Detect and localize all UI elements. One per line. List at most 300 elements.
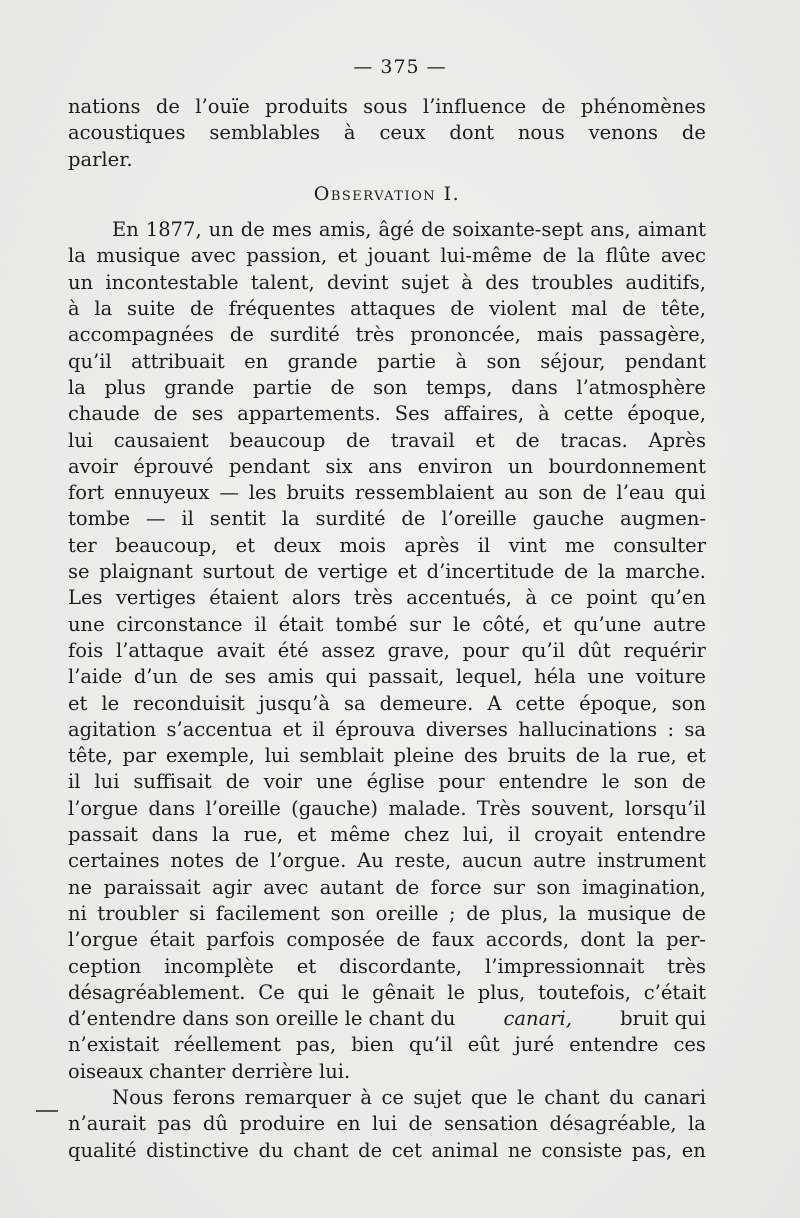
word: un: [208, 218, 234, 242]
word: ces: [673, 1033, 706, 1057]
word: à: [525, 586, 538, 610]
word: que: [470, 1085, 508, 1109]
word: plus,: [500, 901, 549, 925]
word: acoustiques: [68, 121, 186, 145]
word: Au: [357, 849, 384, 873]
word: surtout: [202, 560, 275, 584]
word: fois: [68, 638, 104, 662]
word: semblait: [299, 744, 384, 768]
word: ce: [381, 1085, 404, 1109]
word: l’atmosphère: [576, 375, 706, 399]
word: et: [686, 744, 706, 768]
word: devint: [326, 270, 389, 294]
text-line: [68, 1111, 706, 1137]
word: amis,: [318, 218, 372, 242]
word: cet: [391, 1138, 423, 1162]
word: avec: [263, 875, 309, 899]
word: qu’une: [573, 612, 642, 636]
word: de: [575, 744, 600, 768]
word: une: [587, 665, 625, 689]
text-line: [68, 612, 706, 638]
word: des: [463, 744, 498, 768]
word: pleine: [393, 744, 455, 768]
word: vertige: [317, 560, 388, 584]
word: de: [153, 402, 178, 426]
word: ferons: [172, 1085, 236, 1109]
word: de: [541, 95, 566, 118]
text-line: [68, 506, 706, 532]
word: dans: [511, 375, 558, 399]
word: son: [538, 481, 573, 505]
word: grave,: [387, 638, 450, 662]
word: tombé: [335, 612, 398, 636]
word: Les: [68, 586, 103, 610]
word: grande: [287, 349, 358, 373]
word: semblables: [209, 121, 321, 145]
word: à: [461, 270, 473, 294]
word: troubler: [97, 901, 179, 925]
word: attaques: [350, 297, 436, 321]
word: son: [671, 691, 706, 715]
word: héla: [534, 665, 577, 689]
word: chez: [403, 823, 450, 847]
word: la: [211, 823, 230, 847]
word: assez: [321, 638, 375, 662]
word: reste,: [394, 849, 452, 873]
word: me: [564, 533, 595, 557]
word: en: [681, 1138, 706, 1162]
word: qui: [297, 980, 329, 1004]
word: lui: [68, 428, 94, 452]
word: l’impressionnait: [485, 954, 645, 978]
word: chaude: [68, 402, 140, 426]
word: étaient: [209, 586, 279, 610]
text-line: [68, 980, 706, 1006]
word: deux: [273, 533, 322, 557]
word: le: [601, 770, 620, 794]
text-line: parler.: [68, 147, 133, 171]
word: de: [564, 560, 589, 584]
word: per-: [666, 928, 706, 952]
word: de: [235, 849, 260, 873]
word: ne: [68, 875, 93, 899]
word: de: [681, 901, 706, 925]
word: tête,: [660, 297, 706, 321]
word: Très: [476, 796, 521, 820]
word: il: [181, 507, 194, 531]
text-line: [68, 428, 706, 454]
word: de: [401, 507, 426, 531]
word: pour: [462, 638, 509, 662]
word: force: [430, 875, 482, 899]
word: entendre: [498, 770, 588, 794]
word: le: [341, 980, 360, 1004]
word: faux: [431, 928, 475, 952]
page-body: [68, 94, 706, 1164]
word: bruits: [286, 481, 345, 505]
word: incomplète: [164, 954, 274, 978]
word: fort: [68, 481, 105, 505]
text-line: oiseaux chanter derrière lui.: [68, 1059, 351, 1083]
text-line: [68, 296, 706, 322]
word: le: [101, 691, 120, 715]
word: époque,: [627, 402, 706, 426]
word: paraissait: [103, 875, 201, 899]
text-line: [68, 401, 706, 427]
word: lui: [372, 1112, 398, 1136]
word: composée: [286, 928, 385, 952]
word: jusqu’à: [258, 691, 331, 715]
word: et: [296, 823, 317, 847]
word: qui: [674, 481, 706, 505]
word: le: [516, 1085, 535, 1109]
word: de: [395, 875, 420, 899]
word: bien: [351, 1033, 395, 1057]
word: agir: [212, 875, 252, 899]
text-line: [68, 585, 706, 611]
word: l’orgue.: [269, 849, 347, 873]
word: augmen-: [620, 507, 706, 531]
word: sur: [493, 875, 525, 899]
word: bruits: [507, 744, 567, 768]
word: Ce: [258, 980, 285, 1004]
text-line: [68, 769, 706, 795]
word: incontestable: [105, 270, 239, 294]
word: dans: [151, 823, 199, 847]
word: sur: [409, 612, 442, 636]
word: mal: [571, 297, 608, 321]
word: talent,: [250, 270, 315, 294]
word: l’ouïe: [195, 95, 250, 118]
word: avait: [216, 638, 265, 662]
word: l’attaque: [115, 638, 204, 662]
word: surdité: [315, 507, 386, 531]
word: ;: [449, 901, 456, 925]
text-line: [68, 1085, 706, 1111]
text-line: [68, 480, 706, 506]
word: et: [296, 954, 317, 978]
word: bourdonnement: [548, 454, 706, 478]
word: il: [254, 612, 267, 636]
word: lequel,: [455, 665, 523, 689]
word: hallucinations: [518, 717, 658, 741]
word: la: [609, 744, 628, 768]
word: un: [68, 270, 94, 294]
word: attribuait: [131, 349, 225, 373]
word: qu’il: [409, 1033, 453, 1057]
text-line: [68, 1138, 706, 1164]
word: tracas.: [560, 428, 628, 452]
word: de: [330, 375, 355, 399]
word: dût: [577, 638, 611, 662]
word: consiste: [541, 1138, 623, 1162]
text-line: [68, 217, 706, 243]
word: avec: [660, 244, 706, 268]
word: gauche: [532, 507, 605, 531]
word: soixante-sept: [452, 218, 584, 242]
word: distinctive: [146, 1138, 249, 1162]
word: pendant: [228, 454, 311, 478]
word: environ: [417, 454, 493, 478]
text-line: [68, 822, 706, 848]
word: flûte: [605, 244, 651, 268]
word: qu’il: [68, 349, 112, 373]
word: ses: [191, 402, 224, 426]
word: sujet: [400, 270, 449, 294]
word: produits: [265, 95, 348, 118]
page-number: — 375 —: [353, 56, 447, 78]
word: —: [146, 507, 166, 531]
word: discordante,: [339, 954, 463, 978]
word: lui: [94, 770, 120, 794]
word: sujet: [413, 1085, 462, 1109]
word: —: [219, 481, 239, 505]
text-line: [68, 717, 706, 743]
word: mes: [271, 218, 312, 242]
word: avec: [190, 244, 236, 268]
text-line: [68, 120, 706, 146]
word: plaignant: [99, 560, 193, 584]
word: sensation: [443, 1112, 539, 1136]
text-line: [68, 796, 706, 822]
word: la: [636, 928, 655, 952]
word: mois: [339, 533, 386, 557]
word: imagination,: [582, 875, 706, 899]
canari-line-after: bruit qui: [620, 1007, 706, 1031]
word: musique: [587, 901, 672, 925]
word: à: [538, 402, 550, 426]
word: sa: [344, 691, 366, 715]
word: et: [337, 244, 358, 268]
word: à: [360, 1085, 373, 1109]
word: ses: [224, 665, 257, 689]
word: son: [633, 770, 668, 794]
word: travail: [390, 428, 455, 452]
word: il: [312, 717, 325, 741]
word: remarquer: [244, 1085, 351, 1109]
word: voir: [263, 770, 303, 794]
word: lui: [264, 744, 290, 768]
word: l’oreille: [441, 507, 517, 531]
word: qualité: [68, 1138, 137, 1162]
word: était: [278, 612, 324, 636]
word: s’accentua: [166, 717, 273, 741]
text-line: [68, 691, 706, 717]
word: eût: [467, 1033, 500, 1057]
word: d’incertitude: [426, 560, 555, 584]
word: qui: [325, 665, 357, 689]
word: des: [485, 270, 520, 294]
word: l’influence: [422, 95, 527, 118]
word: lui,: [462, 823, 495, 847]
word: de: [582, 481, 607, 505]
word: jouant: [367, 244, 430, 268]
word: musique: [96, 244, 181, 268]
word: la: [577, 244, 595, 268]
word: (gauche): [291, 796, 378, 820]
word: accentués,: [406, 586, 512, 610]
word: canari: [643, 1085, 706, 1109]
word: la: [68, 375, 86, 399]
word: parfois: [206, 928, 275, 952]
word: rue,: [243, 823, 284, 847]
text-line: [68, 848, 706, 874]
word: l’oreille: [205, 796, 281, 820]
word: son: [486, 349, 521, 373]
word: dont: [449, 121, 494, 145]
word: vertiges: [115, 586, 196, 610]
word: de: [396, 928, 421, 952]
word: cette: [515, 691, 566, 715]
word: diverses: [425, 717, 508, 741]
word: facilement: [215, 901, 321, 925]
word: âgé: [378, 218, 415, 242]
word: grande: [164, 375, 235, 399]
word: auditifs,: [625, 270, 706, 294]
word: prononcée,: [410, 323, 521, 347]
word: de: [189, 665, 214, 689]
text-line: [68, 664, 706, 690]
word: tête,: [68, 744, 113, 768]
word: chant: [293, 1138, 349, 1162]
text-line: [68, 349, 706, 375]
word: les: [248, 481, 277, 505]
word: amis: [267, 665, 315, 689]
word: pas,: [295, 1033, 337, 1057]
word: voiture: [635, 665, 706, 689]
word: dont: [580, 928, 626, 952]
word: qu’en: [650, 586, 706, 610]
word: de: [284, 560, 309, 584]
word: cette: [563, 402, 614, 426]
word: d’un: [133, 665, 178, 689]
word: il: [477, 533, 491, 557]
word: la: [94, 297, 113, 321]
word: rue,: [637, 744, 677, 768]
text-line: [68, 875, 706, 901]
word: de: [229, 323, 254, 347]
word: le: [452, 612, 471, 636]
word: à: [68, 297, 80, 321]
word: suite: [127, 297, 176, 321]
word: certaines: [68, 849, 160, 873]
word: troubles: [531, 270, 614, 294]
word: accords,: [485, 928, 570, 952]
word: à: [455, 349, 468, 373]
word: avoir: [68, 454, 118, 478]
word: une: [68, 612, 105, 636]
word: nous: [517, 121, 565, 145]
word: réellement: [174, 1033, 281, 1057]
word: six: [325, 454, 353, 478]
canari-italic: canari,: [503, 1007, 572, 1031]
word: requérir: [623, 638, 706, 662]
word: Après: [648, 428, 706, 452]
word: ennuyeux: [114, 481, 210, 505]
word: qu’il: [521, 638, 566, 662]
word: plus: [104, 375, 146, 399]
word: de: [450, 297, 475, 321]
word: éprouva: [335, 717, 416, 741]
word: de: [358, 1138, 383, 1162]
word: ni: [68, 901, 87, 925]
word: pas: [157, 1112, 192, 1136]
word: venons: [588, 121, 659, 145]
word: très: [667, 954, 706, 978]
text-line: [68, 243, 706, 269]
word: partie: [252, 375, 312, 399]
word: passion,: [246, 244, 328, 268]
word: croyait: [534, 823, 603, 847]
text-line: [68, 901, 706, 927]
word: pour: [438, 770, 485, 794]
word: de: [515, 428, 540, 452]
word: désagréable,: [549, 1112, 677, 1136]
text-line: [68, 1006, 706, 1032]
word: consulter: [613, 533, 706, 557]
word: la: [281, 507, 300, 531]
word: la: [558, 901, 577, 925]
word: était: [149, 928, 195, 952]
word: lui-même: [440, 244, 533, 268]
canari-line-before: d’entendre dans son oreille le chant du: [68, 1007, 456, 1031]
word: sous: [363, 95, 408, 118]
word: plus,: [477, 980, 526, 1004]
word: son: [373, 375, 408, 399]
word: ception: [68, 954, 142, 978]
word: accompagnées: [68, 323, 214, 347]
word: au: [504, 481, 529, 505]
word: reconduisit: [133, 691, 245, 715]
word: point: [586, 586, 638, 610]
word: oreille: [375, 901, 439, 925]
word: ans: [368, 454, 403, 478]
text-line: [68, 927, 706, 953]
word: de: [681, 770, 706, 794]
word: aimant: [637, 218, 706, 242]
word: ter: [68, 533, 97, 557]
word: autre: [653, 612, 706, 636]
word: et: [68, 691, 88, 715]
word: un: [508, 454, 534, 478]
word: l’orgue: [68, 796, 139, 820]
word: de: [240, 218, 265, 242]
word: exemple,: [165, 744, 255, 768]
word: même: [330, 823, 391, 847]
text-line: [68, 1032, 706, 1058]
word: de: [408, 1112, 433, 1136]
word: marche.: [625, 560, 706, 584]
word: phénomènes: [580, 95, 706, 118]
word: appartements.: [237, 402, 381, 426]
word: partie: [377, 349, 437, 373]
word: mais: [536, 323, 584, 347]
word: très: [354, 586, 393, 610]
word: du: [609, 1085, 635, 1109]
word: côté,: [482, 612, 531, 636]
word: désagréablement.: [68, 980, 246, 1004]
word: après: [404, 533, 460, 557]
word: chant: [544, 1085, 600, 1109]
text-line: [68, 743, 706, 769]
word: animal: [431, 1138, 499, 1162]
word: époque,: [579, 691, 658, 715]
word: entendre: [569, 1033, 659, 1057]
text-line: [68, 322, 706, 348]
word: la: [597, 560, 616, 584]
word: juré: [514, 1033, 555, 1057]
word: ceux: [379, 121, 426, 145]
